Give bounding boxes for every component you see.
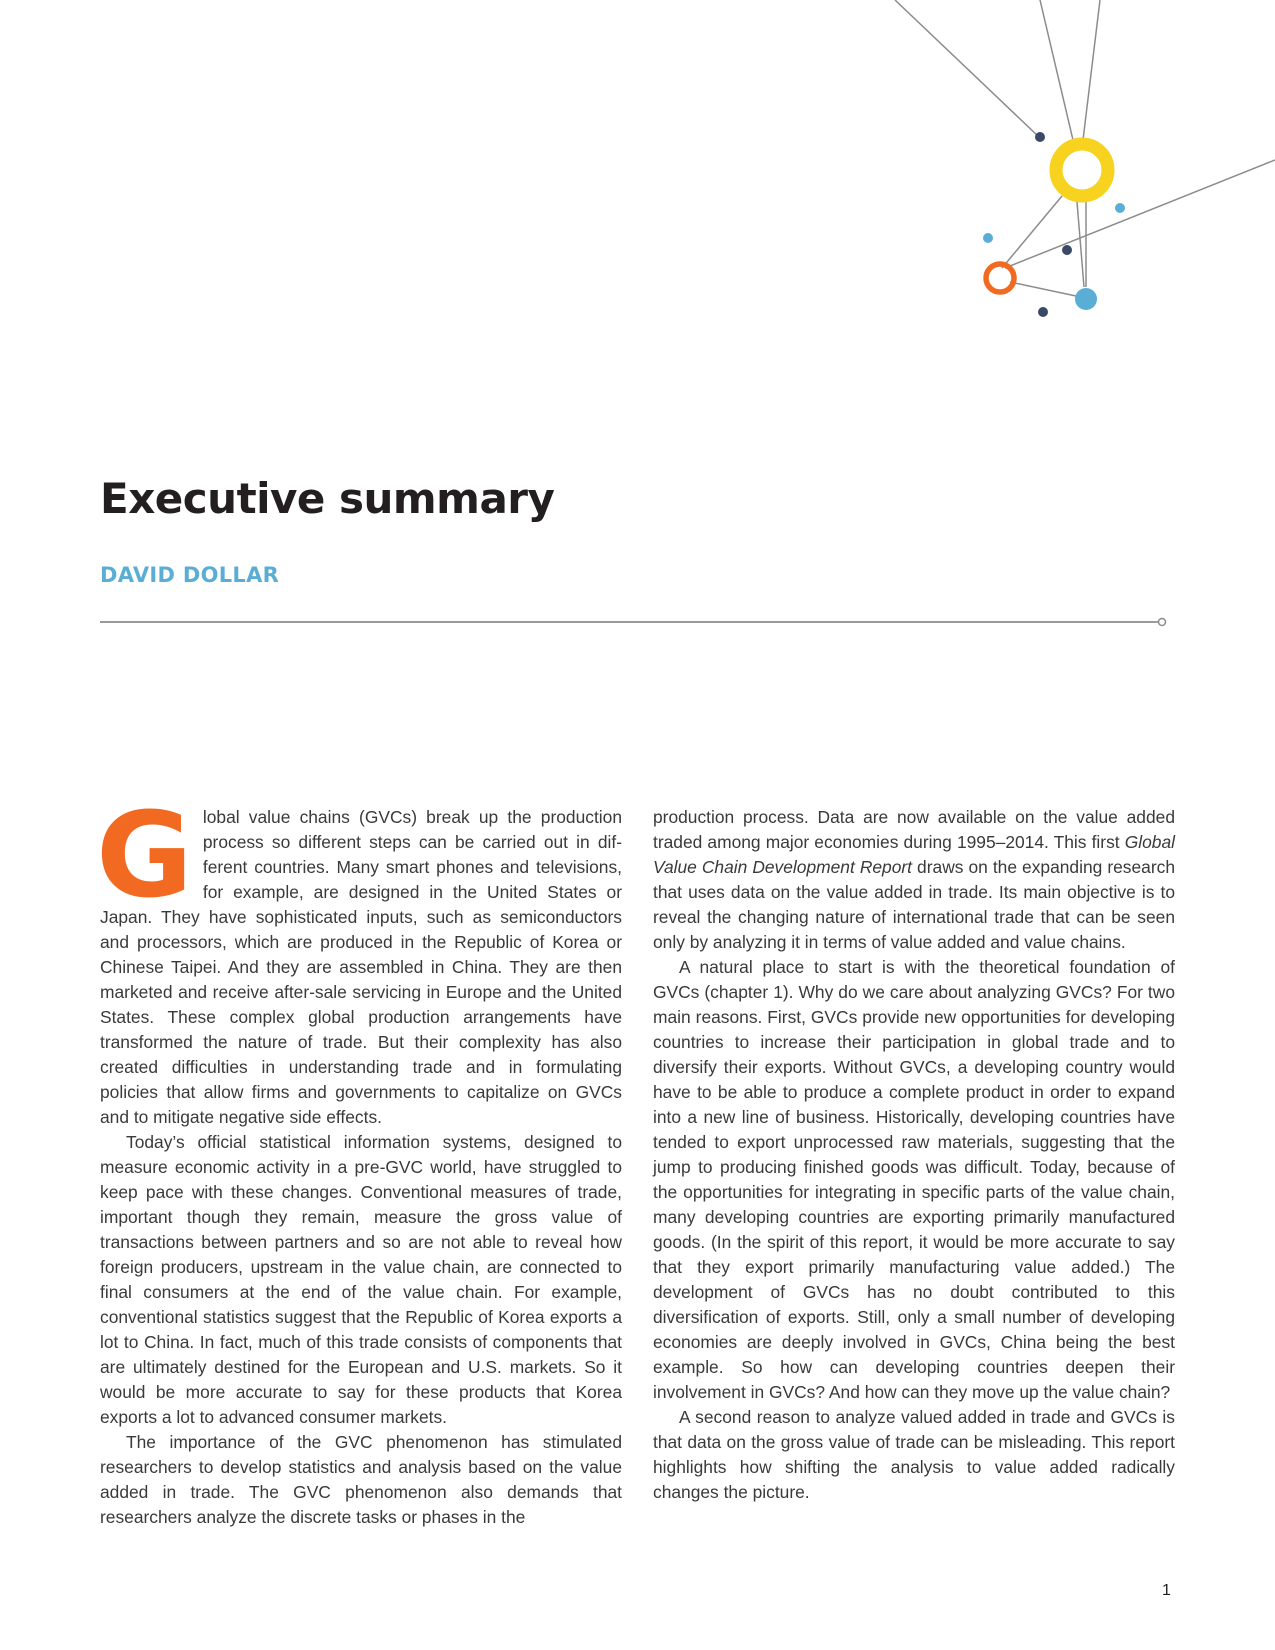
network-line bbox=[1083, 0, 1100, 140]
navy-node bbox=[1035, 132, 1045, 142]
body-paragraph: Today’s official statistical information systems, designed to measure economic activity in a pre-GVC world, have struggled to keep pace with these changes. Conventional measures of trade, important though they remain, measure the gross value of transactions between partners and so are not able to reveal how foreign producers, upstream in the value chain, are connected to final consumers at the end of the value chain. For example, conventional statistics suggest that the Republic of Korea exports a lot to China. In fact, much of this trade consists of components that are ultimately destined for the European and U.S. markets. So it would be more accurate to say for these products that Korea exports a lot to advanced consumer markets. bbox=[100, 1132, 622, 1427]
navy-node bbox=[1062, 245, 1072, 255]
author-name: DAVID DOLLAR bbox=[100, 563, 280, 587]
divider-rule bbox=[100, 616, 1168, 628]
page-number: 1 bbox=[1162, 1582, 1171, 1599]
paragraph-text: production process. Data are now available on the value added traded among major economies during 1995–2014. This first bbox=[653, 807, 1175, 852]
body-column-right bbox=[653, 805, 1175, 1505]
network-line bbox=[895, 0, 1039, 137]
body-paragraph: A natural place to start is with the theoretical foundation of GVCs (chapter 1). Why do we care about analyzing GVCs? For two main reasons. First, GVCs provide new opportunities for developing countries to increase their participation in global trade and to diversify their exports. Without GVCs, a developing country would have to be able to produce a complete product in order to expand into a new line of business. Historically, developing countries have tended to export unprocessed raw materials, suggesting that the jump to producing finished goods was difficult. Today, because of the opportunities for integrating in specific parts of the value chain, many developing countries are exporting primarily manufactured goods. (In the spirit of this report, it would be more accurate to say that they export primarily manufacturing value added.) The development of GVCs has no doubt contributed to this diversification of exports. Still, only a small number of developing economies are deeply involved in GVCs, China being the best example. So how can developing countries deepen their involvement in GVCs? And how can they move up the value chain? bbox=[653, 957, 1175, 1402]
navy-node bbox=[1038, 307, 1048, 317]
blue-node bbox=[1115, 203, 1125, 213]
yellow-ring-node bbox=[1056, 144, 1108, 196]
circle-end-marker bbox=[1159, 619, 1166, 626]
body-paragraph bbox=[653, 805, 1175, 955]
body-paragraph: A second reason to analyze valued added in trade and GVCs is that data on the gross value of trade can be misleading. This report highlights how shifting the analysis to value added radically changes the picture. bbox=[653, 1407, 1175, 1502]
network-line bbox=[1005, 160, 1275, 268]
body-paragraph: The importance of the GVC phenomenon has stimulated researchers to develop statistics and analysis based on the value added in trade. The GVC phenomenon also demands that researchers analyze the discrete tasks or phases in the bbox=[100, 1432, 622, 1527]
network-graph-illustration bbox=[0, 0, 1275, 360]
body-paragraph bbox=[96, 786, 622, 1130]
blue-node bbox=[983, 233, 993, 243]
drop-cap: G bbox=[96, 786, 193, 924]
network-line bbox=[1010, 282, 1076, 296]
paragraph-text: lobal value chains (GVCs) break up the production process so different steps can be carried out in different countries. Many smart phones and televisions, for example, are designed in the United States or Japan. They have sophisticated inputs, such as semiconductors and processors, which are produced in the Republic of Korea or Chinese Taipei. And they are assembled in China. They are then marketed and receive after-sale servicing in Europe and the United States. These complex global production arrangements have transformed the nature of trade. But their complexity has also created difficulties in understanding trade and in formulating policies that allow firms and governments to capitalize on GVCs and to mitigate negative side effects. bbox=[100, 807, 622, 1127]
body-column-left bbox=[96, 786, 622, 1530]
paragraph-text: draws on the expanding research that uses data on the value added in trade. Its main objective is to reveal the changing nature of international trade that can be seen only by analyzing it in terms of value added and value chains. bbox=[653, 857, 1175, 952]
blue-node bbox=[1075, 288, 1097, 310]
orange-ring-node bbox=[986, 264, 1014, 292]
network-line bbox=[1040, 0, 1073, 140]
report-title-italic: Global Value Chain Development Report bbox=[653, 832, 1175, 877]
page-title: Executive summary bbox=[100, 474, 555, 523]
network-line bbox=[1077, 202, 1084, 287]
